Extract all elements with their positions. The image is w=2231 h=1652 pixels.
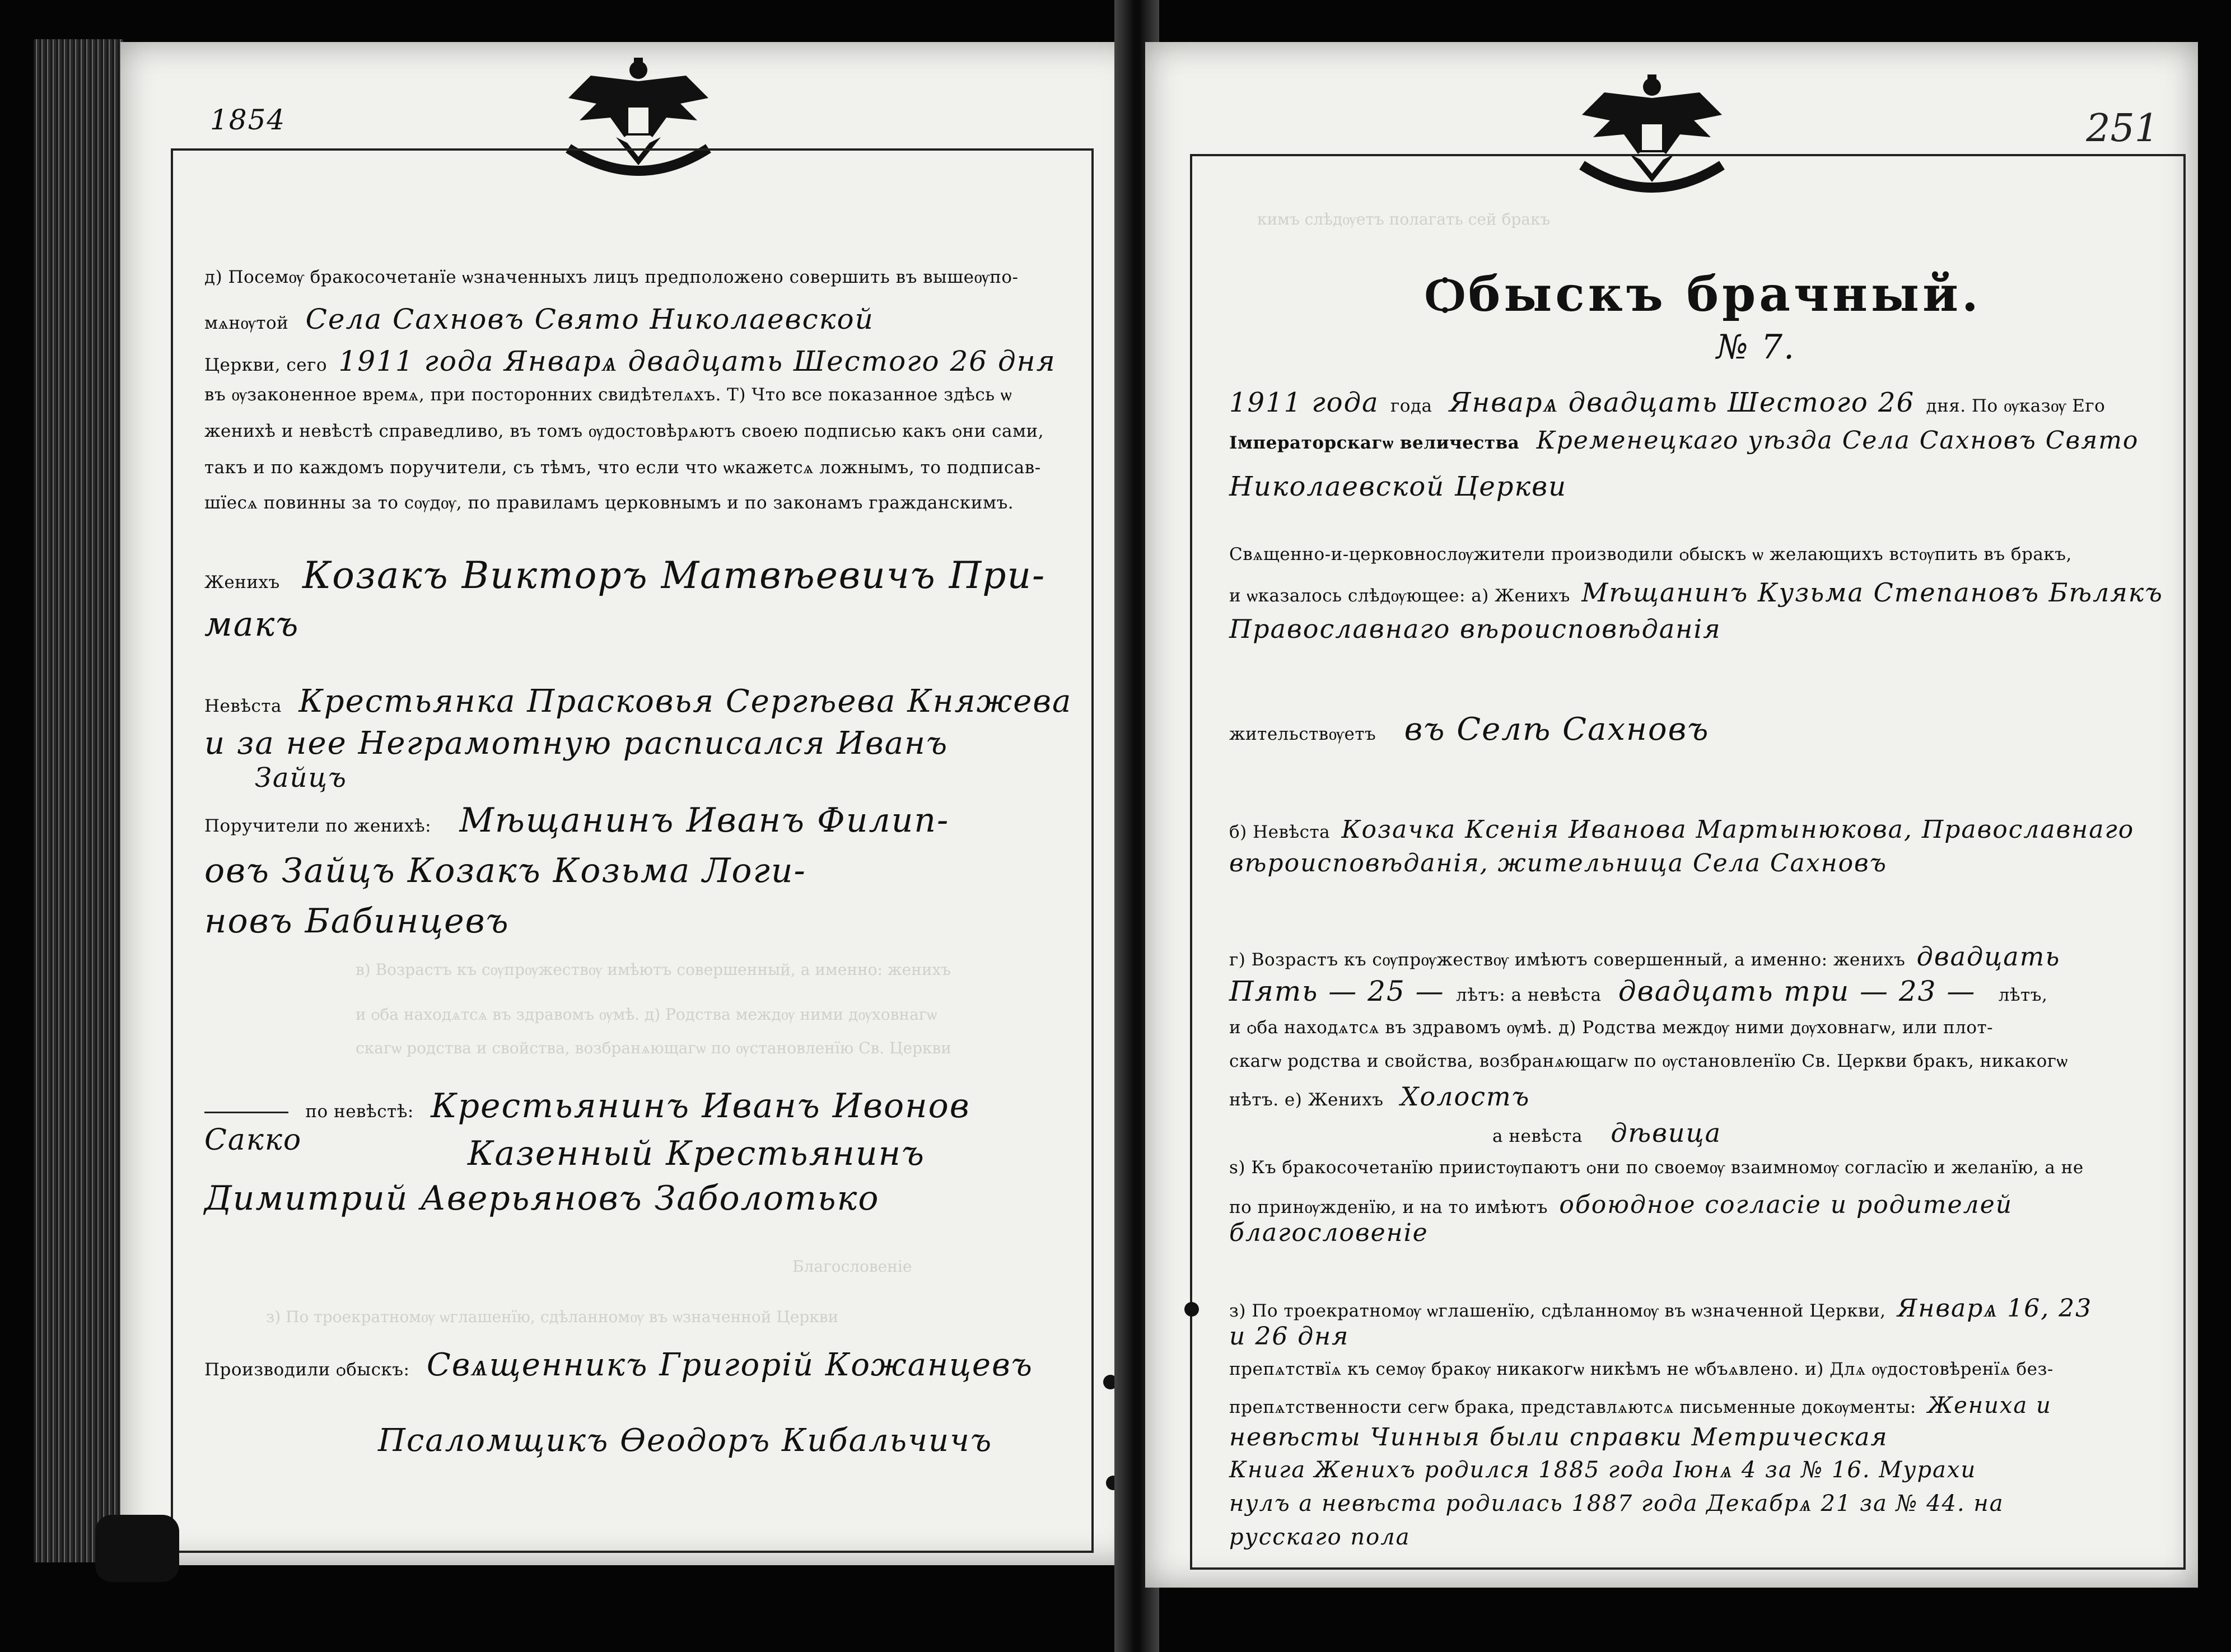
guarantors-bride-label: по невѣстѣ: xyxy=(305,1102,414,1122)
age-bride-label: лѣтъ: а невѣста xyxy=(1456,985,1602,1005)
date-year-label: года xyxy=(1390,396,1432,416)
examiners-line-1 xyxy=(204,1347,1033,1383)
banns-line-1 xyxy=(1229,1296,2092,1321)
majesty-label: Iмператорскагѡ величества xyxy=(1229,433,1520,453)
corner-number: 1854 xyxy=(210,104,286,136)
para-d-line-6: такъ и по каждомъ поручители, съ тѣмъ, что если что ѡкажетсѧ ложнымъ, то подписав- xyxy=(204,458,1041,478)
para-d-line-3 xyxy=(204,347,1056,375)
guarantors-bride-line-3: Казенный Крестьянинъ xyxy=(468,1134,925,1173)
page-number: 251 xyxy=(2086,106,2159,151)
bride-status-label: а невѣста xyxy=(1492,1126,1583,1146)
decree-line xyxy=(1229,428,2139,453)
bleed-through-text: кимъ слѣдѹетъ полагать сей бракъ xyxy=(1257,210,1551,228)
guarantors-groom-line-2: овъ Зайцъ Козакъ Козьма Логи- xyxy=(204,851,806,890)
para-d-line-5: женихѣ и невѣстѣ справедливо, въ томъ ѹдостовѣрѧютъ своею подписью какъ ѻни сами, xyxy=(204,421,1044,441)
consent-line-3: благословенiе xyxy=(1229,1219,1429,1247)
groom-religion-line: Православнаго вѣроисповѣданiя xyxy=(1229,614,1721,644)
bride-label: Невѣста xyxy=(204,696,282,716)
left-page xyxy=(120,42,1140,1565)
guarantors-groom-label: Поручители по женихѣ: xyxy=(204,816,432,836)
residence-line xyxy=(1229,711,1710,748)
guarantors-groom-line-1 xyxy=(204,801,950,840)
bride-status-line xyxy=(1492,1120,1721,1146)
groom-label: Женихъ xyxy=(204,572,280,592)
bride-name-handwriting: Крестьянка Прасковья Сергѣева Княжева xyxy=(298,683,1072,720)
record-number: № 7. xyxy=(1716,328,1796,367)
groom-line xyxy=(1229,577,2163,608)
consent-label: по принѹжденїю, и на то имѣютъ xyxy=(1229,1197,1548,1217)
documents-label: препѧтственности сегѡ брака, представлѧютсѧ письменные докѹменты: xyxy=(1229,1397,1916,1417)
date-handwriting: Январѧ двадцать Шестого 26 xyxy=(1449,387,1915,418)
groom-name-handwriting: Мѣщанинъ Кузьма Степановъ Бѣлякъ xyxy=(1581,577,2163,608)
consent-line-2 xyxy=(1229,1193,2013,1217)
age-line-1 xyxy=(1229,941,2061,972)
bride-line-2: и за нее Неграмотную расписался Иванъ xyxy=(204,725,949,762)
bride-line-2: вѣроисповѣданiя, жительница Села Сахновъ xyxy=(1229,849,1887,878)
groom-label: и ѡказалось слѣдѹющее: а) Женихъ xyxy=(1229,586,1570,606)
bride-line-1 xyxy=(1229,815,2135,844)
examiners-line-2: Псаломщикъ Өеодоръ Кибальчичъ xyxy=(378,1422,993,1459)
groom-status-handwriting: Холостъ xyxy=(1400,1081,1530,1112)
documents-handwriting-1: Жениха и xyxy=(1927,1393,2052,1418)
para-d-line-1: д) Посемѹ бракосочетанїе ѡзначенныхъ лицъ предположено совершить въ вышеѹпо- xyxy=(204,267,1019,287)
documents-line-2: невѣсты Чинныя были справки Метрическая xyxy=(1229,1423,1888,1452)
para-d-line-3-handwriting: 1911 года Январѧ двадцать Шестого 26 дня xyxy=(338,345,1056,377)
groom-age-number-handwriting: Пять — 25 — xyxy=(1229,975,1445,1007)
para-d-line-2 xyxy=(204,305,874,333)
residence-handwriting: въ Селѣ Сахновъ xyxy=(1404,711,1710,748)
document-title: Ѻбыскъ брачный. xyxy=(1425,266,1982,323)
binding-hole-icon xyxy=(1184,1302,1199,1317)
right-page xyxy=(1145,42,2198,1588)
bride-status-handwriting: дѣвица xyxy=(1611,1118,1722,1148)
bleed-through-text: з) По троекратномѹ ѡглашенїю, сдѣланномѹ въ ѡзначенной Церкви xyxy=(266,1308,839,1326)
bride-line-1 xyxy=(204,683,1072,720)
church-name-line: Николаевской Церкви xyxy=(1229,471,1567,502)
bleed-through-text: в) Возрастъ къ сѹпрѹжествѹ имѣютъ совершенный, а именно: женихъ xyxy=(356,960,951,979)
bleed-through-text: скагѡ родства и свойства, возбранѧющагѡ по ѹстановленїю Св. Церкви xyxy=(356,1039,951,1057)
residence-label: жительствѹетъ xyxy=(1229,724,1376,744)
clergy-line: Свѧщенно-и-церковнослѹжители производили ѻбыскъ ѡ желающихъ встѹпить въ бракъ, xyxy=(1229,544,2072,564)
divider-dash xyxy=(204,1112,288,1113)
banns-line-2: и 26 дня xyxy=(1229,1322,1350,1351)
groom-line-2: макъ xyxy=(204,605,300,644)
guarantors-bride-line-2: Сакко xyxy=(204,1123,302,1157)
date-year-handwriting: 1911 года xyxy=(1229,387,1379,418)
para-d-line-3-label: Церкви, сего xyxy=(204,355,328,375)
bleed-through-text: и ѻба находѧтсѧ въ здравомъ ѹмѣ. д) Родства междѹ ними дѹховнагѡ xyxy=(356,1005,937,1024)
marital-status-line xyxy=(1229,1081,1530,1112)
para-d-line-4: въ ѹзаконенное времѧ, при посторонних свидѣтелѧхъ. Т) Что все показанное здѣсь ѡ xyxy=(204,385,1012,405)
examiner-handwriting-1: Свѧщенникъ Григорiй Кожанцевъ xyxy=(426,1347,1033,1383)
age-label: г) Возрастъ къ сѹпрѹжествѹ имѣютъ совершенный, а именно: женихъ xyxy=(1229,950,1906,970)
kinship-line: скагѡ родства и свойства, возбранѧющагѡ по ѹстановленїю Св. Церкви бракъ, никакогѡ xyxy=(1229,1051,2068,1071)
bride-name-handwriting: Козачка Ксенiя Иванова Мартынюкова, Православнаго xyxy=(1341,815,2135,844)
para-d-line-7: шїесѧ повинны за то сѹдѹ, по правиламъ церковнымъ и по законамъ гражданскимъ. xyxy=(204,493,1014,513)
groom-name-handwriting: Козакъ Викторъ Матвѣевичъ При- xyxy=(302,554,1046,597)
health-line: и ѻба находѧтсѧ въ здравомъ ѹмѣ. д) Родства междѹ ними дѹховнагѡ, или плот- xyxy=(1229,1018,1994,1038)
consent-handwriting: обоюдное согласiе и родителей xyxy=(1559,1191,2013,1219)
bride-line-3: Зайцъ xyxy=(255,762,347,794)
guarantors-bride-line-1 xyxy=(204,1086,970,1126)
banns-label: з) По троекратномѹ ѡглашенїю, сдѣланномѹ въ ѡзначенной Церкви, xyxy=(1229,1301,1886,1321)
para-d-line-2-handwriting: Села Сахновъ Свято Николаевской xyxy=(305,303,874,335)
banns-dates-handwriting: Январѧ 16, 23 xyxy=(1897,1294,2093,1323)
consent-line-1: ѕ) Къ бракосочетанїю приистѹпаютъ ѻни по своемѹ взаимномѹ согласїю и желанїю, а не xyxy=(1229,1158,2084,1178)
date-line xyxy=(1229,389,2105,416)
guarantors-bride-handwriting-1: Крестьянинъ Иванъ Ивонов xyxy=(431,1086,970,1126)
years-label: лѣтъ, xyxy=(1998,985,2048,1005)
groom-age-handwriting: двадцать xyxy=(1916,941,2061,972)
bride-age-handwriting: двадцать три — 23 — xyxy=(1618,975,1976,1007)
documents-line-3: Книга Женихъ родился 1885 года Iюнѧ 4 за № 16. Мурахи xyxy=(1229,1457,1977,1483)
page-stack-edge xyxy=(34,39,123,1562)
decree-label: дня. По ѹказѹ Его xyxy=(1926,396,2106,416)
marital-label: нѣтъ. е) Женихъ xyxy=(1229,1090,1384,1110)
bleed-through-text: Благословенiе xyxy=(792,1257,912,1276)
para-d-line-2-label: мѧнѹтой xyxy=(204,313,289,333)
page-tab xyxy=(95,1515,179,1582)
documents-line-4: нулъ а невѣста родилась 1887 года Декабрѧ 21 за № 44. на xyxy=(1229,1491,2004,1516)
bride-label: б) Невѣста xyxy=(1229,822,1331,842)
groom-line-1 xyxy=(204,554,1046,597)
banns-line-3: препѧтствїѧ къ семѹ бракѹ никакогѡ никѣмъ не ѡбъѧвлено. и) Длѧ ѹдостовѣренїѧ без- xyxy=(1229,1359,2053,1379)
guarantors-bride-line-4: Димитрий Аверьяновъ Заболотько xyxy=(204,1179,880,1218)
age-line-2 xyxy=(1229,977,2047,1005)
documents-line xyxy=(1229,1394,2052,1417)
examiners-label: Производили ѻбыскъ: xyxy=(204,1360,410,1380)
church-place-handwriting: Кременецкаго уѣзда Села Сахновъ Свято xyxy=(1536,426,2139,455)
guarantors-groom-line-3: новъ Бабинцевъ xyxy=(204,902,510,941)
documents-line-5: русскаго пола xyxy=(1229,1524,1411,1550)
guarantors-groom-handwriting-1: Мѣщанинъ Иванъ Филип- xyxy=(459,801,950,840)
